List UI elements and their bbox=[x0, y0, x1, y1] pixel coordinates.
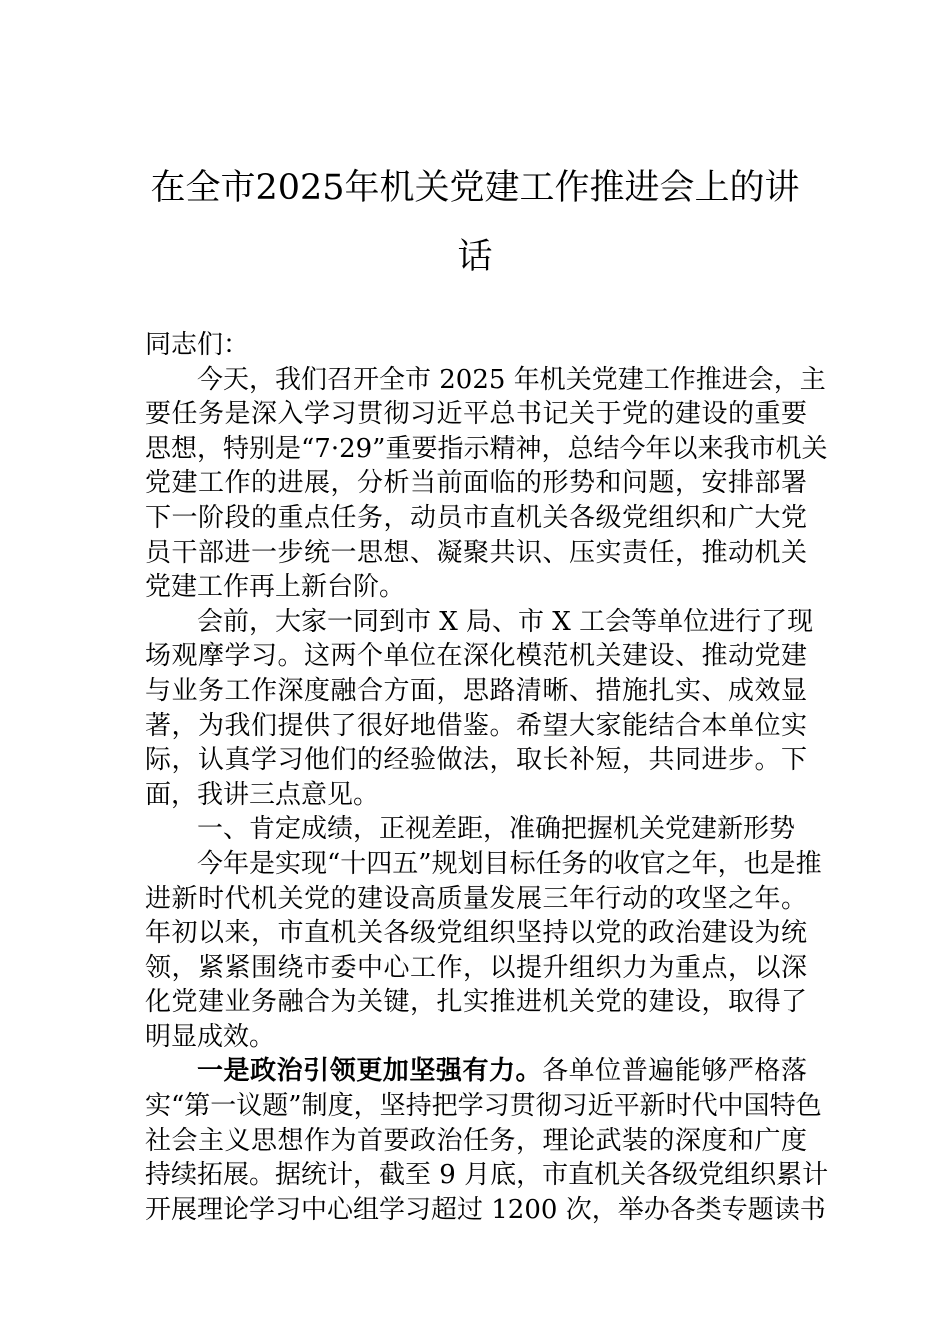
paragraph-line: 今年是实现“十四五”规划目标任务的收官之年，也是推 bbox=[197, 848, 822, 879]
paragraph-line: 领，紧紧围绕市委中心工作，以提升组织力为重点，以深 bbox=[145, 952, 807, 983]
paragraph-line bbox=[145, 1054, 807, 1089]
document-title-line-2: 话 bbox=[457, 237, 493, 277]
paragraph-line: 明显成效。 bbox=[145, 1021, 276, 1052]
bold-lead: 一是政治引领更加坚强有力。 bbox=[197, 1056, 543, 1087]
paragraph-line: 与业务工作深度融合方面，思路清晰、措施扎实、成效显 bbox=[145, 675, 807, 706]
paragraph-line: 要任务是深入学习贯彻习近平总书记关于党的建设的重要 bbox=[145, 399, 807, 430]
paragraph-line: 开展理论学习中心组学习超过 1200 次，举办各类专题读书 bbox=[145, 1194, 826, 1225]
paragraph-line: 著，为我们提供了很好地借鉴。希望大家能结合本单位实 bbox=[145, 710, 807, 741]
paragraph-line: 际，认真学习他们的经验做法，取长补短，共同进步。下 bbox=[145, 745, 807, 776]
paragraph-line: 持续拓展。据统计，截至 9 月底，市直机关各级党组织累计 bbox=[145, 1160, 829, 1191]
paragraph-line: 实“第一议题”制度，坚持把学习贯彻习近平新时代中国特色 bbox=[145, 1091, 822, 1122]
paragraph-line: 今天，我们召开全市 2025 年机关党建工作推进会，主 bbox=[197, 364, 826, 395]
line-text: 各单位普遍能够严格落 bbox=[542, 1056, 807, 1087]
paragraph-line: 党建工作再上新台阶。 bbox=[145, 572, 406, 603]
paragraph-line: 员干部进一步统一思想、凝聚共识、压实责任，推动机关 bbox=[145, 537, 807, 568]
paragraph-line: 年初以来，市直机关各级党组织坚持以党的政治建设为统 bbox=[145, 918, 807, 949]
paragraph-line: 会前，大家一同到市 X 局、市 X 工会等单位进行了现 bbox=[197, 606, 814, 637]
salutation: 同志们： bbox=[145, 330, 250, 360]
paragraph-line: 思想，特别是“7·29”重要指示精神，总结今年以来我市机关 bbox=[145, 433, 828, 464]
paragraph-line: 化党建业务融合为关键，扎实推进机关党的建设，取得了 bbox=[145, 987, 807, 1018]
paragraph-line: 面，我讲三点意见。 bbox=[145, 779, 380, 810]
paragraph-line: 下一阶段的重点任务，动员市直机关各级党组织和广大党 bbox=[145, 502, 807, 533]
paragraph-line: 社会主义思想作为首要政治任务，理论武装的深度和广度 bbox=[145, 1125, 807, 1156]
document-title-line-1: 在全市2025年机关党建工作推进会上的讲 bbox=[150, 168, 800, 208]
paragraph-line: 党建工作的进展，分析当前面临的形势和问题，安排部署 bbox=[145, 468, 807, 499]
section-heading: 一、肯定成绩，正视差距，准确把握机关党建新形势 bbox=[197, 814, 796, 845]
paragraph-line: 进新时代机关党的建设高质量发展三年行动的攻坚之年。 bbox=[145, 883, 807, 914]
paragraph-line: 场观摩学习。这两个单位在深化模范机关建设、推动党建 bbox=[145, 641, 807, 672]
document-body bbox=[145, 328, 829, 1227]
